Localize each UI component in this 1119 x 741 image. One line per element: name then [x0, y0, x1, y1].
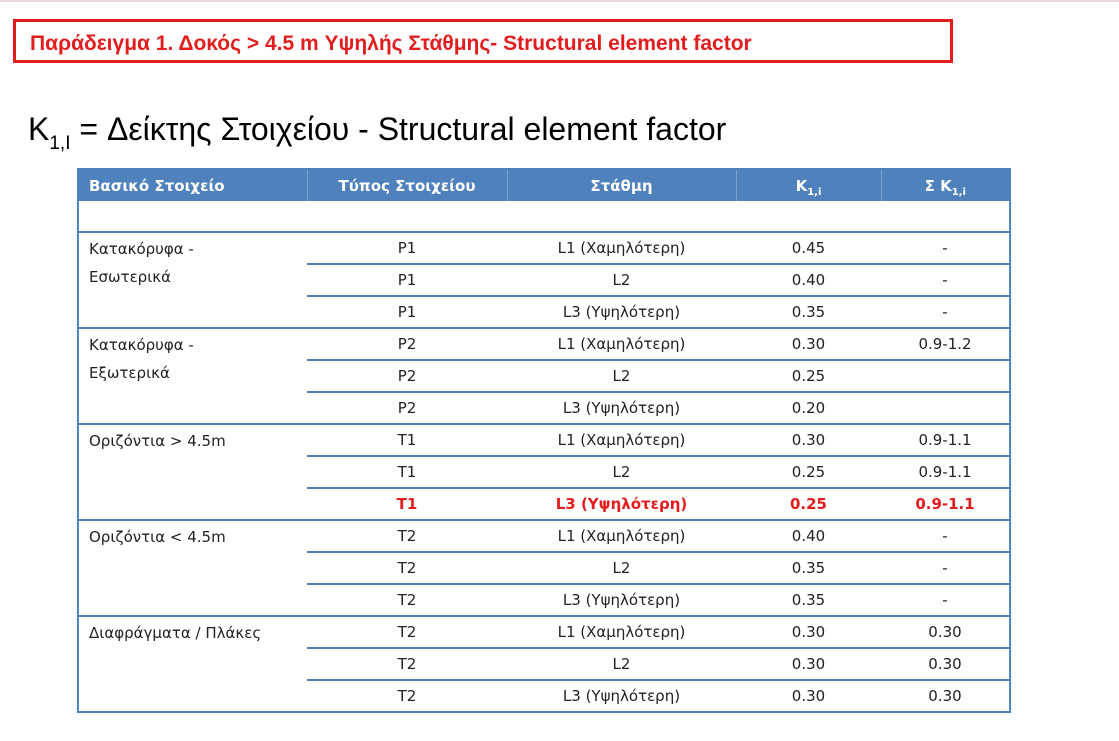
level-cell: L2 — [507, 456, 736, 488]
k-factor-cell: 0.30 — [736, 648, 881, 680]
k-factor-cell: 0.35 — [736, 552, 881, 584]
k-factor-cell: 0.45 — [736, 232, 881, 264]
k-factor-cell: 0.30 — [791, 687, 826, 705]
top-divider — [0, 0, 1119, 2]
example-banner-text: Παράδειγμα 1. Δοκός > 4.5 m Υψηλής Στάθμης- Structural element factor — [30, 32, 752, 55]
element-type-cell: T2 — [307, 584, 507, 616]
k-factor-cell: 0.25 — [736, 488, 881, 520]
level-cell: L3 (Υψηλότερη) — [507, 584, 736, 616]
header-basic-element: Βασικό Στοιχείο — [78, 169, 307, 201]
sum-k-factor-cell — [881, 360, 1010, 392]
element-type-cell: P1 — [307, 232, 507, 264]
basic-element-cell: Οριζόντια > 4.5m — [78, 424, 307, 520]
k-factor-cell: 0.25 — [736, 360, 881, 392]
page-title — [28, 111, 727, 154]
k-factor-cell: 0.35 — [736, 296, 881, 328]
k-factor-cell: 0.30 — [736, 616, 881, 648]
header-sum-k-factor: Σ $K_{1,i}$ — [881, 169, 1010, 201]
blank-cell — [78, 201, 1010, 232]
sum-k-factor-cell: 0.9-1.1 — [881, 456, 1010, 488]
sum-k-factor-cell: 0.9-1.2 — [881, 328, 1010, 360]
sum-k-factor-cell: 0.30 — [928, 687, 962, 705]
element-type-cell: T1 — [307, 488, 507, 520]
sum-k-factor-cell: - — [881, 584, 1010, 616]
basic-element-cell: Κατακόρυφα - Εσωτερικά — [78, 232, 307, 328]
element-type-cell: T2 — [307, 520, 507, 552]
sum-k-factor-cell — [881, 392, 1010, 424]
level-cell: L1 (Χαμηλότερη) — [507, 232, 736, 264]
level-cell: L3 (Υψηλότερη) — [562, 687, 681, 705]
basic-element-cell: Διαφράγματα / Πλάκες — [89, 624, 262, 642]
sum-k-factor-cell: 0.30 — [881, 648, 1010, 680]
element-type-cell: P1 — [307, 296, 507, 328]
sum-k-factor-cell: - — [881, 232, 1010, 264]
level-cell: L2 — [507, 264, 736, 296]
element-type-cell: P2 — [307, 360, 507, 392]
basic-element-cell: Οριζόντια < 4.5m — [78, 520, 307, 616]
k-factor-cell: 0.30 — [736, 328, 881, 360]
level-cell: L3 (Υψηλότερη) — [507, 392, 736, 424]
table-row — [78, 616, 1010, 648]
element-type-cell: T1 — [307, 424, 507, 456]
sum-k-factor-cell: - — [881, 520, 1010, 552]
element-type-cell: P2 — [307, 392, 507, 424]
level-cell: L3 (Υψηλότερη) — [507, 488, 736, 520]
level-cell: L1 (Χαμηλότερη) — [507, 424, 736, 456]
element-type-cell: T1 — [307, 456, 507, 488]
element-type-cell: T2 — [307, 616, 507, 648]
k-factor-cell: 0.30 — [736, 424, 881, 456]
element-type-cell: P1 — [307, 264, 507, 296]
title-subscript: 1,I — [49, 133, 71, 154]
basic-element-cell: Κατακόρυφα - Εξωτερικά — [78, 328, 307, 424]
title-symbol: K — [28, 111, 50, 147]
table-row — [78, 424, 1010, 456]
element-type-cell: T2 — [307, 648, 507, 680]
table-blank-row — [78, 201, 1010, 232]
sum-k-factor-cell: - — [881, 296, 1010, 328]
level-cell: L1 (Χαμηλότερη) — [507, 328, 736, 360]
header-element-type: Τύπος Στοιχείου — [307, 169, 507, 201]
title-text: = Δείκτης Στοιχείου - Structural element factor — [70, 111, 727, 147]
level-cell: L2 — [507, 648, 736, 680]
sum-k-factor-cell: 0.9-1.1 — [881, 424, 1010, 456]
header-level: Στάθμη — [507, 169, 736, 201]
k-factor-cell: 0.40 — [736, 520, 881, 552]
k-factor-cell: 0.35 — [736, 584, 881, 616]
element-type-cell: T2 — [307, 552, 507, 584]
level-cell: L1 (Χαμηλότερη) — [507, 616, 736, 648]
table-row — [78, 232, 1010, 264]
sum-k-factor-cell: 0.30 — [881, 616, 1010, 648]
sum-k-factor-cell: - — [881, 264, 1010, 296]
table-row — [78, 520, 1010, 552]
element-factor-table — [77, 168, 1011, 713]
sum-k-factor-cell: - — [881, 552, 1010, 584]
table-header-row — [78, 169, 1010, 201]
k-factor-cell: 0.20 — [736, 392, 881, 424]
level-cell: L3 (Υψηλότερη) — [507, 296, 736, 328]
level-cell: L2 — [507, 552, 736, 584]
k-factor-cell: 0.40 — [736, 264, 881, 296]
element-type-cell: P2 — [307, 328, 507, 360]
level-cell: L1 (Χαμηλότερη) — [507, 520, 736, 552]
example-banner — [13, 19, 953, 63]
sum-k-factor-cell: 0.9-1.1 — [881, 488, 1010, 520]
table-row — [78, 328, 1010, 360]
k-factor-cell: 0.25 — [736, 456, 881, 488]
header-k-factor: $K_{1,i}$ — [736, 169, 881, 201]
element-type-cell: T2 — [397, 687, 417, 705]
level-cell: L2 — [507, 360, 736, 392]
